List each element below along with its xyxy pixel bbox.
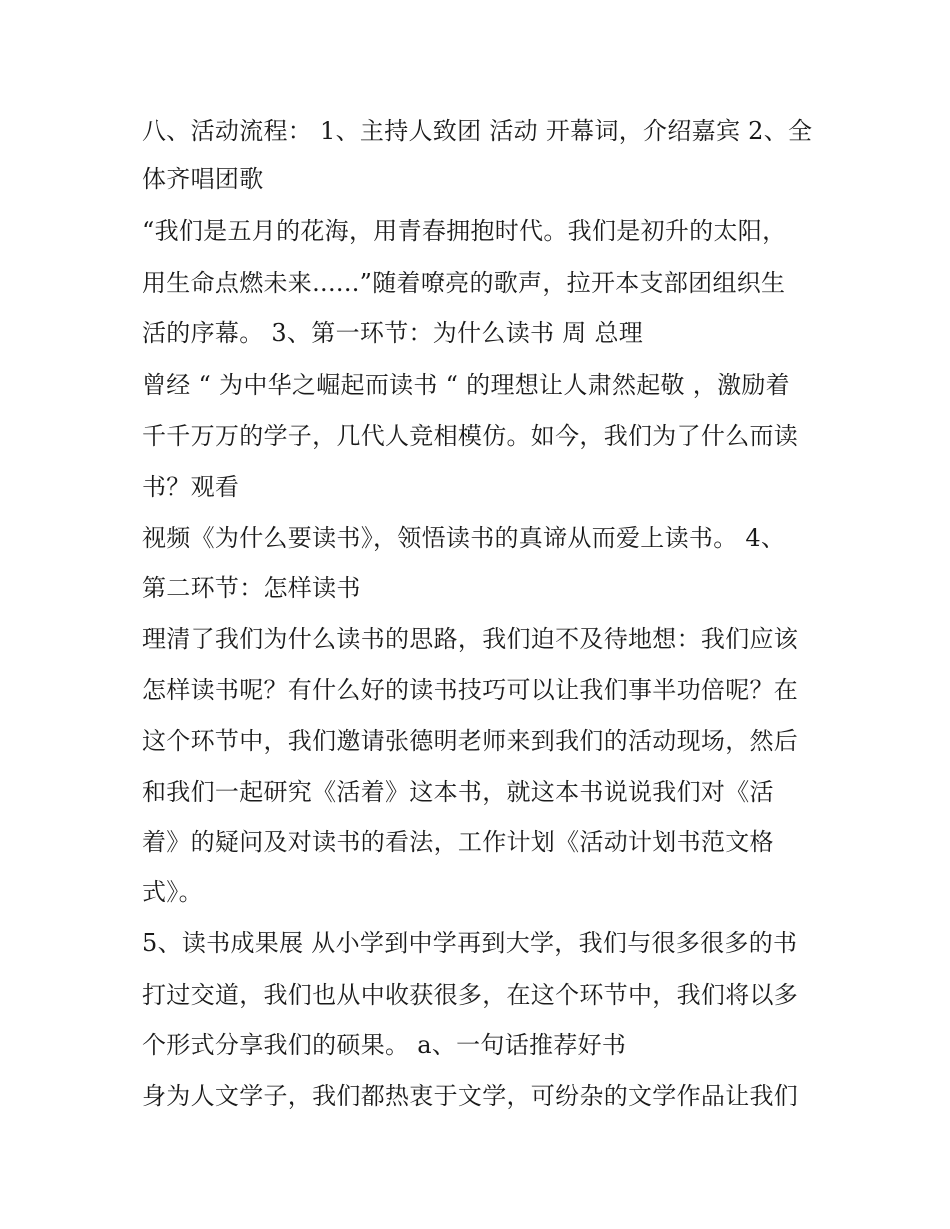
- text-line: 和我们一起研究《活着》这本书，就这本书说说我们对《活: [142, 778, 774, 806]
- text-line: 个形式分享我们的硕果。 a、一句话推荐好书: [142, 1031, 627, 1059]
- text-line: 书？观看: [142, 473, 240, 501]
- text-line: 八、活动流程： 1、主持人致团 活动 开幕词，介绍嘉宾 2、全: [142, 117, 813, 145]
- text-line: 第二环节：怎样读书: [142, 574, 361, 602]
- text-line: 打过交道，我们也从中收获很多，在这个环节中，我们将以多: [142, 981, 799, 1009]
- text-line: 理清了我们为什么读书的思路，我们迫不及待地想：我们应该: [142, 625, 799, 653]
- text-line: 怎样读书呢？有什么好的读书技巧可以让我们事半功倍呢？在: [142, 676, 799, 704]
- text-line: 活的序幕。 3、第一环节：为什么读书 周 总理: [142, 319, 644, 347]
- text-line: 用生命点燃未来......”随着嘹亮的歌声，拉开本支部团组织生: [142, 269, 786, 297]
- text-line: 体齐唱团歌: [142, 165, 264, 193]
- text-line: 曾经 “ 为中华之崛起而读书 “ 的理想让人肃然起敬 ，激励着: [142, 371, 790, 399]
- text-line: 式》。: [142, 878, 203, 906]
- text-line: 这个环节中，我们邀请张德明老师来到我们的活动现场，然后: [142, 727, 799, 755]
- text-line: 身为人文学子，我们都热衷于文学，可纷杂的文学作品让我们: [142, 1082, 799, 1110]
- text-line: 千千万万的学子，几代人竞相模仿。如今，我们为了什么而读: [142, 422, 799, 450]
- text-line: 着》的疑问及对读书的看法，工作计划《活动计划书范文格: [142, 828, 774, 856]
- text-line: 视频《为什么要读书》，领悟读书的真谛从而爱上读书。 4、: [142, 524, 786, 552]
- text-line: “我们是五月的花海，用青春拥抱时代。我们是初升的太阳，: [142, 217, 787, 245]
- text-line: 5、读书成果展 从小学到中学再到大学，我们与很多很多的书: [142, 929, 798, 957]
